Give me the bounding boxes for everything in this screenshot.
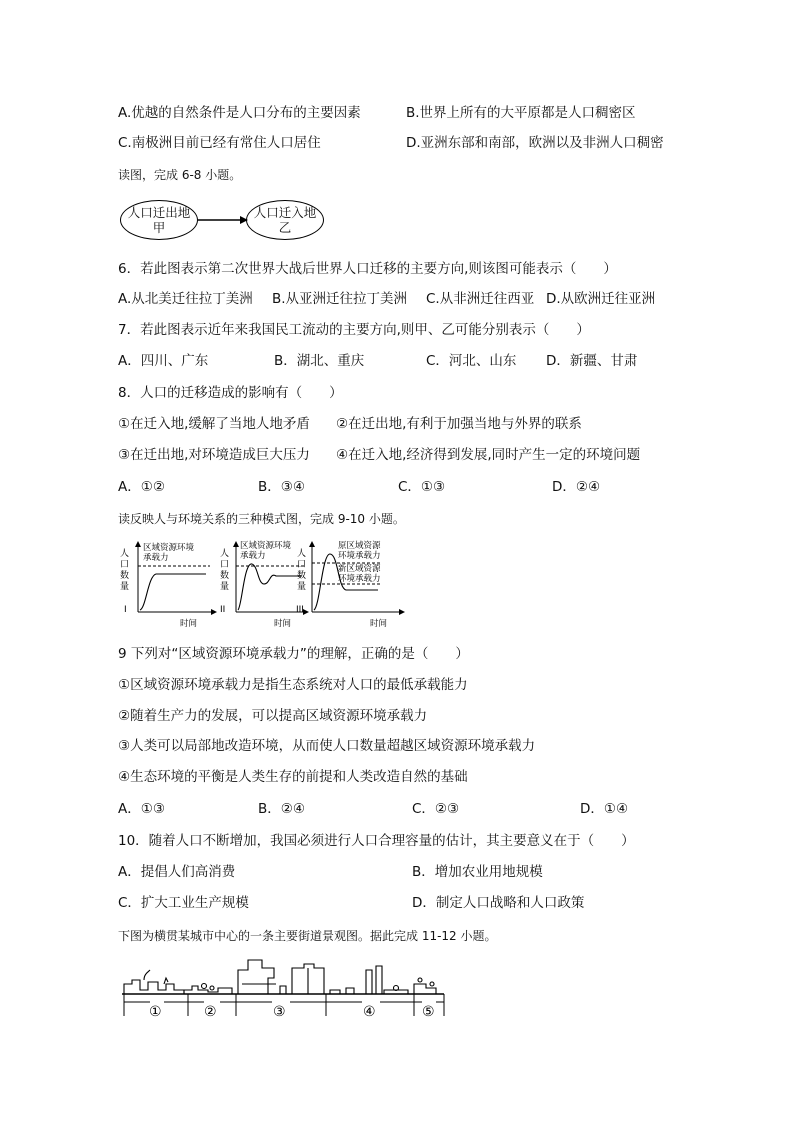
q8-statement-4: ④在迁入地,经济得到发展,同时产生一定的环境问题 bbox=[336, 447, 641, 463]
q5-option-b: B.世界上所有的大平原都是人口稠密区 bbox=[406, 105, 636, 121]
chart-1-ylabel-1: 人 bbox=[120, 549, 130, 559]
chart-1-population-curve bbox=[140, 574, 206, 610]
flow-arrow bbox=[196, 212, 248, 228]
street-diagram bbox=[118, 954, 450, 1020]
destination-label: 人口迁入地 bbox=[253, 205, 317, 220]
q10-option-a: A．提倡人们高消费 bbox=[118, 864, 236, 880]
chart-3-xlabel: 时间 bbox=[370, 619, 388, 629]
chart-3-ylabel-1: 人 bbox=[297, 549, 307, 559]
destination-name: 乙 bbox=[278, 220, 292, 235]
chart-1-ylabel-2: 口 bbox=[120, 560, 130, 570]
q6-option-a: A.从北美迁往拉丁美洲 bbox=[118, 291, 253, 307]
chart-3-ylabel-3: 数 bbox=[297, 571, 307, 581]
q10-option-d: D．制定人口战略和人口政策 bbox=[412, 895, 585, 911]
q7-option-c: C．河北、山东 bbox=[426, 353, 517, 369]
q5-option-a: A.优越的自然条件是人口分布的主要因素 bbox=[118, 105, 361, 121]
chart-1-capacity-label-1: 区域资源环境 bbox=[143, 543, 195, 553]
q10-option-b: B．增加农业用地规模 bbox=[412, 864, 543, 880]
q6-option-c: C.从非洲迁往西亚 bbox=[426, 291, 535, 307]
chart-2-capacity-label-2: 承载力 bbox=[240, 551, 266, 561]
street-zone-3: ③ bbox=[273, 1004, 286, 1020]
origin-oval bbox=[120, 200, 198, 240]
chart-1-ylabel-3: 数 bbox=[120, 571, 130, 581]
q9-option-b: B．②④ bbox=[258, 801, 305, 817]
intro-11-12: 下图为横贯某城市中心的一条主要街道景观图。据此完成 11-12 小题。 bbox=[118, 929, 497, 943]
chart-1-ylabel-4: 量 bbox=[120, 582, 130, 592]
q9-statement-2: ②随着生产力的发展，可以提高区域资源环境承载力 bbox=[118, 708, 428, 724]
q9-option-a: A．①③ bbox=[118, 801, 165, 817]
intro-9-10: 读反映人与环境关系的三种模式图，完成 9-10 小题。 bbox=[118, 512, 405, 526]
street-zone-5: ⑤ bbox=[422, 1004, 435, 1020]
q7-stem: 7．若此图表示近年来我国民工流动的主要方向,则甲、乙可能分别表示（ ） bbox=[118, 322, 590, 338]
q8-statement-2: ②在迁出地,有利于加强当地与外界的联系 bbox=[336, 416, 582, 432]
street-zone-2: ② bbox=[204, 1004, 217, 1020]
chart-1-capacity-label-2: 承载力 bbox=[143, 553, 169, 563]
q8-statement-3: ③在迁出地,对环境造成巨大压力 bbox=[118, 447, 310, 463]
q6-option-d: D.从欧洲迁往亚洲 bbox=[546, 291, 656, 307]
q9-statement-1: ①区域资源环境承载力是指生态系统对人口的最低承载能力 bbox=[118, 677, 468, 693]
street-skyline bbox=[124, 960, 436, 994]
chart-2-roman: II bbox=[220, 605, 226, 615]
chart-3-new-capacity-label-1: 新区域资源 bbox=[338, 564, 381, 574]
q10-stem: 10．随着人口不断增加，我国必须进行人口合理容量的估计，其主要意义在于（ ） bbox=[118, 833, 635, 849]
q8-option-d: D．②④ bbox=[552, 479, 601, 495]
chart-3-ylabel-4: 量 bbox=[297, 582, 307, 592]
mode-chart-1 bbox=[120, 542, 214, 629]
q9-statement-3: ③人类可以局部地改造环境，从而使人口数量超越区域资源环境承载力 bbox=[118, 738, 536, 754]
chart-2-xlabel: 时间 bbox=[274, 619, 292, 629]
q9-option-d: D．①④ bbox=[580, 801, 629, 817]
chart-3-old-capacity-label-2: 环境承载力 bbox=[338, 551, 381, 561]
chart-3-ylabel-2: 口 bbox=[297, 560, 307, 570]
q9-statement-4: ④生态环境的平衡是人类生存的前提和人类改造自然的基础 bbox=[118, 769, 468, 785]
chart-2-ylabel-4: 量 bbox=[220, 582, 230, 592]
chart-3-roman: III bbox=[296, 605, 304, 615]
mode-chart-3 bbox=[296, 540, 402, 629]
q7-option-b: B．湖北、重庆 bbox=[274, 353, 365, 369]
mode-charts bbox=[116, 536, 406, 630]
q5-option-d: D.亚洲东部和南部，欧洲以及非洲人口稠密 bbox=[406, 135, 664, 151]
q8-stem: 8．人口的迁移造成的影响有（ ） bbox=[118, 385, 343, 401]
q8-statement-1: ①在迁入地,缓解了当地人地矛盾 bbox=[118, 416, 310, 432]
chart-1-xlabel: 时间 bbox=[180, 619, 198, 629]
chart-1-roman: I bbox=[124, 605, 127, 615]
street-zone-4: ④ bbox=[363, 1004, 376, 1020]
q6-stem: 6．若此图表示第二次世界大战后世界人口迁移的主要方向,则该图可能表示（ ） bbox=[118, 261, 617, 277]
q8-option-b: B．③④ bbox=[258, 479, 305, 495]
intro-6-8: 读图，完成 6-8 小题。 bbox=[118, 168, 242, 182]
q6-option-b: B.从亚洲迁往拉丁美洲 bbox=[272, 291, 408, 307]
origin-name: 甲 bbox=[152, 220, 166, 235]
q10-option-c: C．扩大工业生产规模 bbox=[118, 895, 249, 911]
q8-option-a: A．①② bbox=[118, 479, 165, 495]
q9-option-c: C．②③ bbox=[412, 801, 460, 817]
chart-2-capacity-label-1: 区域资源环境 bbox=[240, 541, 292, 551]
chart-3-new-capacity-label-2: 环境承载力 bbox=[338, 574, 381, 584]
q7-option-d: D．新疆、甘肃 bbox=[546, 353, 638, 369]
q9-stem: 9 下列对“区域资源环境承载力”的理解，正确的是（ ） bbox=[118, 646, 469, 662]
chart-2-population-curve bbox=[238, 564, 302, 610]
origin-label: 人口迁出地 bbox=[127, 205, 191, 220]
mode-chart-2 bbox=[220, 540, 306, 629]
chart-2-ylabel-2: 口 bbox=[220, 560, 230, 570]
destination-oval bbox=[246, 200, 324, 240]
chart-2-ylabel-3: 数 bbox=[220, 571, 230, 581]
q8-option-c: C．①③ bbox=[398, 479, 446, 495]
q5-option-c: C.南极洲目前已经有常住人口居住 bbox=[118, 135, 321, 151]
q7-option-a: A．四川、广东 bbox=[118, 353, 209, 369]
street-zone-1: ① bbox=[149, 1004, 162, 1020]
chart-3-old-capacity-label-1: 原区域资源 bbox=[338, 541, 381, 551]
chart-2-ylabel-1: 人 bbox=[220, 549, 230, 559]
